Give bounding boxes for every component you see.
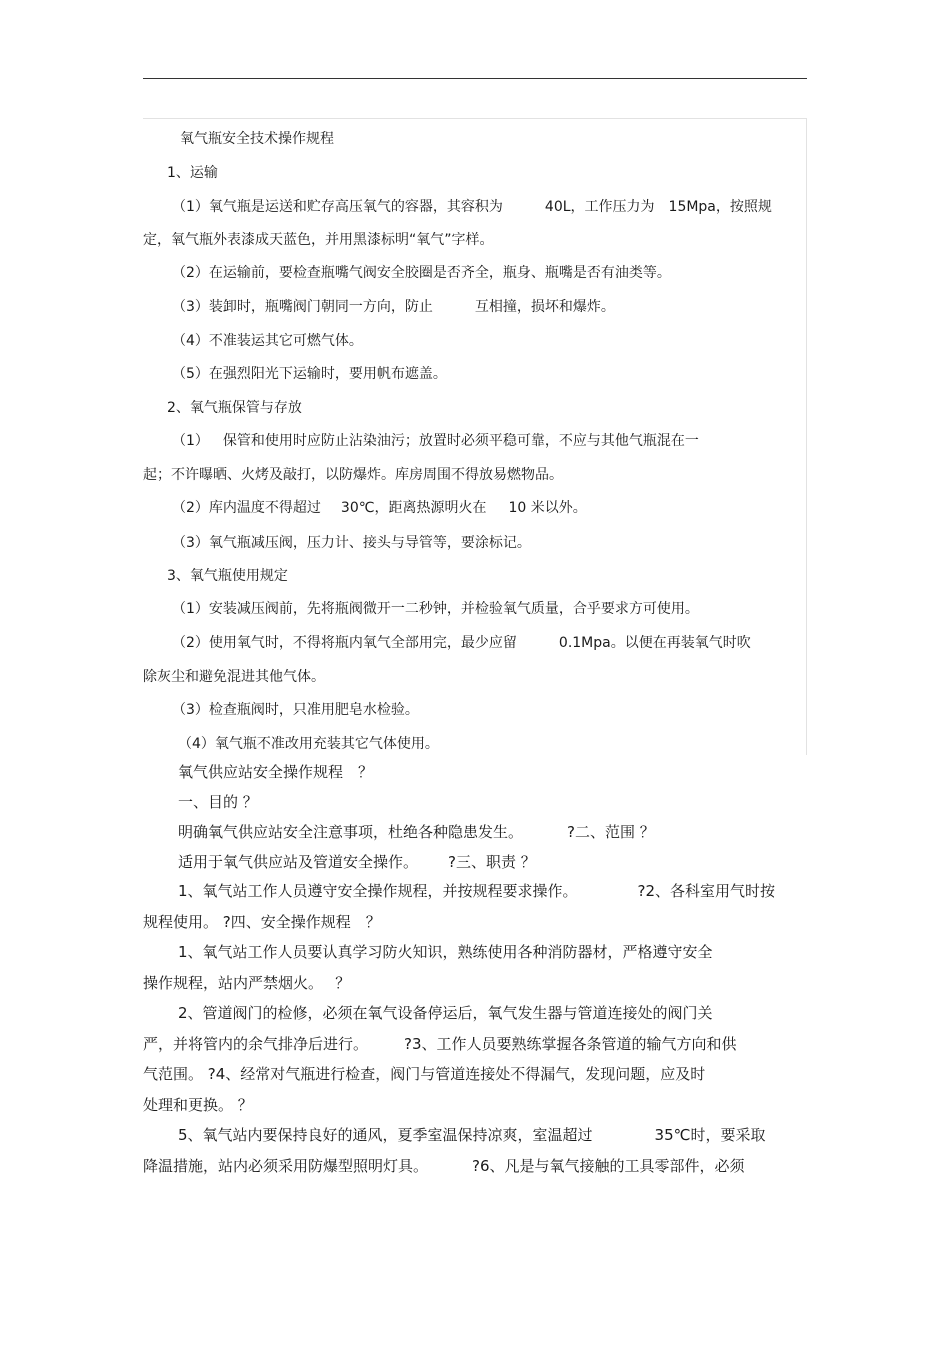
section2-line: 一、目的 ？	[178, 793, 258, 811]
heading-transport: 1、运输	[167, 165, 218, 181]
section2-line: 明确氧气供应站安全注意事项，杜绝各种隐患发生。 ?二、范围 ？	[178, 823, 655, 841]
section2-line: 气范围。 ?4、经常对气瓶进行检查，阀门与管道连接处不得漏气，发现问题，应及时	[143, 1065, 706, 1083]
paragraph-line: （2）在运输前，要检查瓶嘴气阀安全胶圈是否齐全，瓶身、瓶嘴是否有油类等。	[172, 265, 671, 281]
paragraph-line: （5）在强烈阳光下运输时，要用帆布遮盖。	[172, 366, 447, 382]
paragraph-line: （2）库内温度不得超过 30℃，距离热源明火在 10 米以外。	[172, 500, 587, 516]
paragraph-line: （3）检查瓶阀时，只准用肥皂水检验。	[172, 702, 419, 718]
paragraph-line: （3）氧气瓶减压阀，压力计、接头与导管等，要涂标记。	[172, 535, 531, 551]
section2-line: 处理和更换。 ？	[143, 1096, 253, 1114]
heading-storage: 2、氧气瓶保管与存放	[167, 400, 302, 416]
section2-line: 降温措施，站内必须采用防爆型照明灯具。 ?6、凡是与氧气接触的工具零部件，必须	[143, 1157, 745, 1175]
section2-line: 2、管道阀门的检修，必须在氧气设备停运后，氧气发生器与管道连接处的阀门关	[178, 1004, 713, 1022]
paragraph-line: 除灰尘和避免混进其他气体。	[143, 669, 325, 685]
paragraph-line: （1） 保管和使用时应防止沾染油污；放置时必须平稳可靠，不应与其他气瓶混在一	[172, 433, 699, 449]
section2-line: 规程使用。 ?四、安全操作规程 ？	[143, 913, 381, 931]
section2-line: 5、氧气站内要保持良好的通风，夏季室温保持凉爽，室温超过 35℃时，要采取	[178, 1126, 766, 1144]
section2-title: 氧气供应站安全操作规程 ？	[178, 763, 374, 781]
paragraph-line: （2）使用氧气时，不得将瓶内氧气全部用完，最少应留 0.1Mpa。以便在再装氧气时吹	[172, 635, 751, 651]
paragraph-line: （4）氧气瓶不准改用充装其它气体使用。	[178, 736, 439, 752]
paragraph-line: （1）氧气瓶是运送和贮存高压氧气的容器，其容积为 40L，工作压力为 15Mpa，按照规	[172, 199, 772, 215]
section2-line: 适用于氧气供应站及管道安全操作。 ?三、职责 ？	[178, 853, 536, 871]
paragraph-line: （1）安装减压阀前，先将瓶阀微开一二秒钟，并检验氧气质量，合乎要求方可使用。	[172, 601, 699, 617]
paragraph-line: 定，氧气瓶外表漆成天蓝色，并用黑漆标明“氧气”字样。	[143, 232, 494, 248]
paragraph-line: （3）装卸时，瓶嘴阀门朝同一方向，防止 互相撞，损坏和爆炸。	[172, 299, 615, 315]
heading-usage: 3、氧气瓶使用规定	[167, 568, 288, 584]
section2-line: 严，并将管内的余气排净后进行。 ?3、工作人员要熟练掌握各条管道的输气方向和供	[143, 1035, 737, 1053]
header-rule	[143, 78, 807, 79]
paragraph-line: 起；不许曝晒、火烤及敲打，以防爆炸。库房周围不得放易燃物品。	[143, 467, 563, 483]
paragraph-line: （4）不准装运其它可燃气体。	[172, 333, 363, 349]
section2-line: 操作规程，站内严禁烟火。 ？	[143, 974, 351, 992]
section2-line: 1、氧气站工作人员遵守安全操作规程，并按规程要求操作。 ?2、各科室用气时按	[178, 882, 776, 900]
section-title: 氧气瓶安全技术操作规程	[180, 131, 334, 147]
section2-line: 1、氧气站工作人员要认真学习防火知识，熟练使用各种消防器材，严格遵守安全	[178, 943, 713, 961]
